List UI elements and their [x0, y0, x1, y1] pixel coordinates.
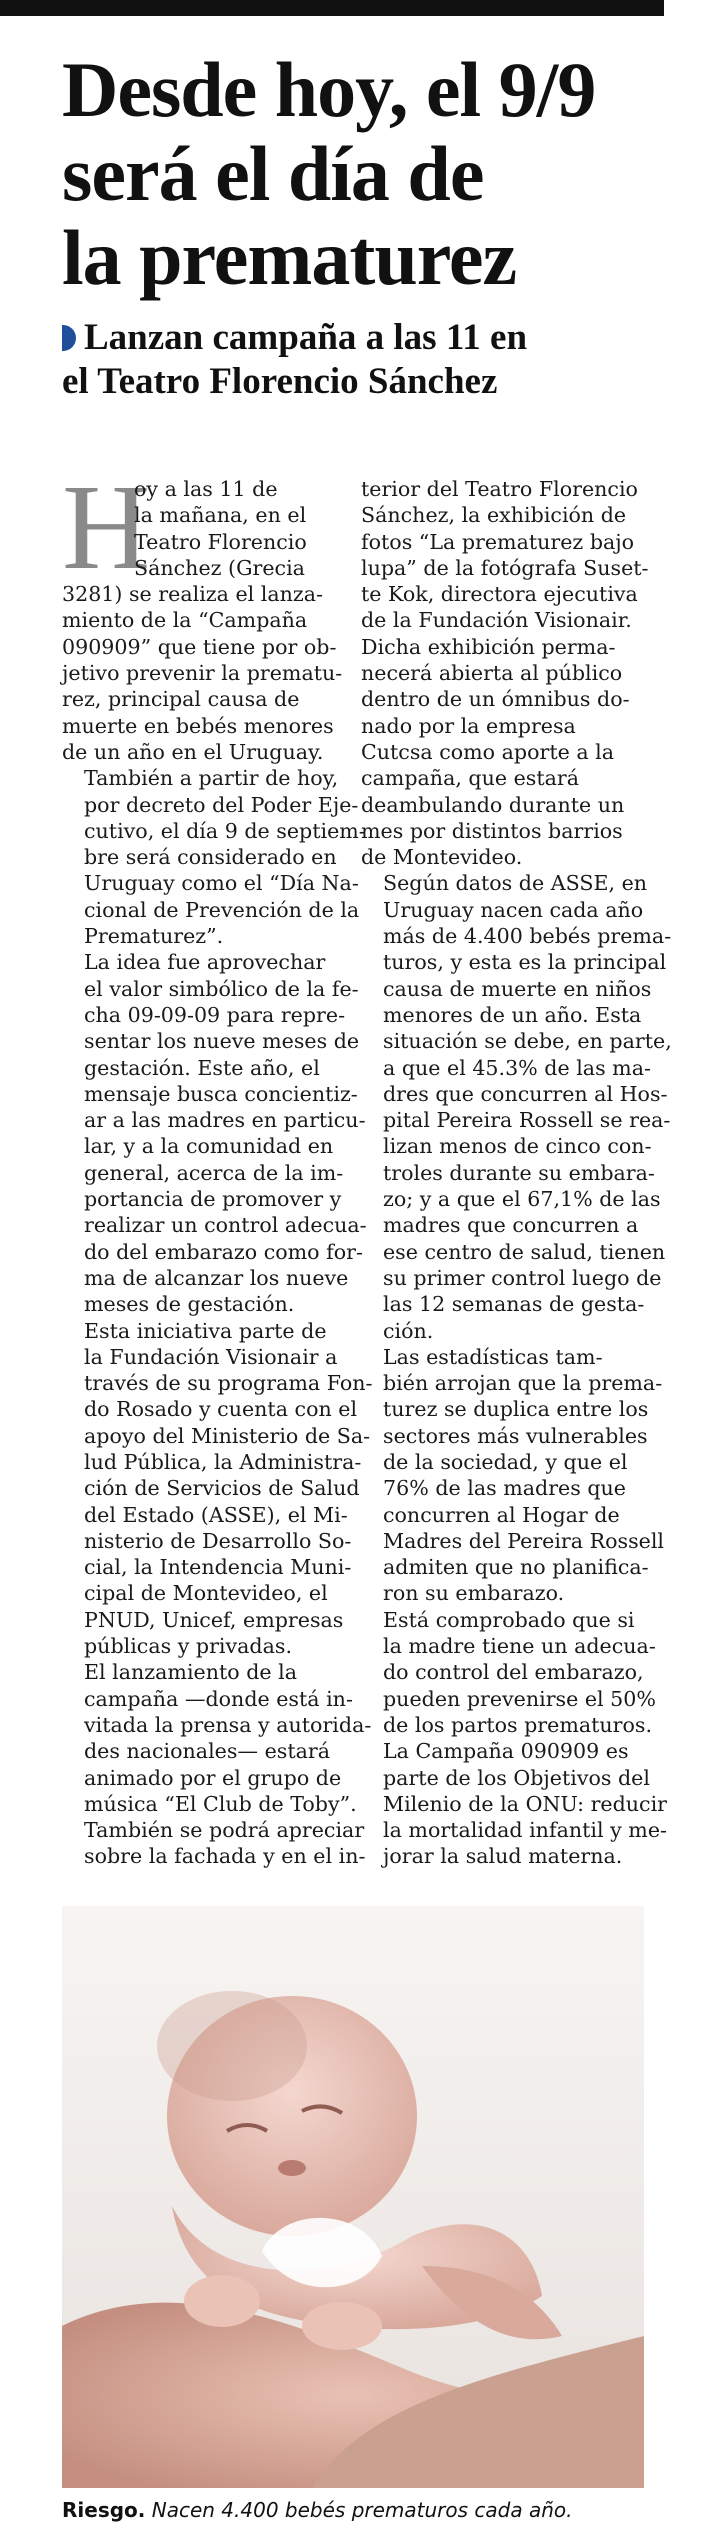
text-line: la mortalidad infantil y me- — [383, 1818, 667, 1843]
text-line: También a partir de hoy, — [84, 766, 339, 791]
text-line: gestación. Este año, el — [84, 1055, 320, 1080]
text-line: deambulando durante un — [361, 792, 625, 817]
caption-text: Nacen 4.400 bebés prematuros cada año. — [151, 2498, 573, 2522]
subheadline — [62, 316, 662, 404]
text-line: ese centro de salud, tienen — [383, 1239, 666, 1264]
text-line: dentro de un ómnibus do- — [361, 687, 630, 712]
text-line: zo; y a que el 67,1% de las — [383, 1187, 661, 1212]
text-line: apoyo del Ministerio de Sa- — [84, 1423, 371, 1448]
headline-line: la prematurez — [62, 214, 517, 301]
text-line: cional de Prevención de la — [84, 897, 360, 922]
text-line: música “El Club de Toby”. — [84, 1791, 357, 1816]
text-line: Uruguay como el “Día Na- — [84, 871, 359, 896]
text-line: ción de Servicios de Salud — [84, 1476, 360, 1501]
text-line: su primer control luego de — [383, 1265, 662, 1290]
article-paragraph — [62, 460, 367, 765]
text-line: te Kok, directora ejecutiva — [361, 582, 638, 607]
text-line: Teatro Florencio — [134, 529, 307, 554]
text-line: por decreto del Poder Eje- — [84, 792, 359, 817]
text-line: nisterio de Desarrollo So- — [84, 1528, 352, 1553]
text-line: más de 4.400 bebés prema- — [383, 924, 672, 949]
text-line: mes por distintos barrios — [361, 818, 623, 843]
headline-line: Desde hoy, el 9/9 — [62, 46, 596, 133]
text-line: troles durante su embara- — [383, 1160, 655, 1185]
text-line: Prematurez”. — [84, 924, 224, 949]
text-line: El lanzamiento de la — [84, 1660, 297, 1685]
text-line: ron su embarazo. — [383, 1581, 565, 1606]
photo-caption — [62, 2496, 662, 2524]
article-paragraph — [62, 1659, 372, 1869]
text-line: fotos “La prematurez bajo — [361, 529, 635, 554]
text-line: nado por la empresa — [361, 713, 576, 738]
text-line: La Campaña 090909 es — [383, 1739, 629, 1764]
text-line: 3281) se realiza el lanza- — [62, 582, 323, 607]
text-line: animado por el grupo de — [84, 1765, 342, 1790]
text-line: menores de un año. Esta — [383, 1002, 642, 1027]
blue-marker-icon — [62, 325, 76, 351]
text-line: Madres del Pereira Rossell — [383, 1528, 665, 1553]
article-paragraph — [62, 765, 367, 949]
text-line: Uruguay nacen cada año — [383, 897, 644, 922]
text-line: miento de la “Campaña — [62, 608, 308, 633]
text-line: realizar un control adecua- — [84, 1213, 367, 1238]
text-line: cipal de Montevideo, el — [84, 1581, 328, 1606]
text-line: sectores más vulnerables — [383, 1423, 648, 1448]
drop-cap: H — [62, 460, 151, 595]
text-line: ar a las madres en particu- — [84, 1108, 366, 1133]
text-line: meses de gestación. — [84, 1292, 295, 1317]
headline-line: será el día de — [62, 130, 484, 217]
text-line: Dicha exhibición perma- — [361, 634, 616, 659]
text-line: la mañana, en el — [134, 503, 307, 528]
text-line: Las estadísticas tam- — [383, 1344, 603, 1369]
subhead-text: Lanzan campaña a las 11 en — [84, 317, 528, 358]
article-paragraph — [361, 1607, 656, 1738]
text-line: dres que concurren al Hos- — [383, 1081, 668, 1106]
text-line: Está comprobado que si — [383, 1607, 635, 1632]
text-line: de la Fundación Visionair. — [361, 608, 632, 633]
article-paragraph — [361, 870, 672, 1343]
text-line: jetivo prevenir la prematu- — [62, 661, 343, 686]
article-column-left — [62, 460, 373, 1870]
text-line: do del embarazo como for- — [84, 1239, 363, 1264]
text-line: muerte en bebés menores — [62, 713, 334, 738]
text-line: madres que concurren a — [383, 1213, 639, 1238]
text-line: lizan menos de cinco con- — [383, 1134, 652, 1159]
article-paragraph — [62, 1318, 373, 1660]
text-line: través de su programa Fon- — [84, 1371, 373, 1396]
text-line: mensaje busca concientiz- — [84, 1081, 358, 1106]
text-line: la madre tiene un adecua- — [383, 1634, 656, 1659]
text-line: a que el 45.3% de las ma- — [383, 1055, 651, 1080]
text-line: la Fundación Visionair a — [84, 1344, 338, 1369]
article-paragraph — [361, 476, 647, 870]
text-line: do Rosado y cuenta con el — [84, 1397, 358, 1422]
text-line: portancia de promover y — [84, 1187, 342, 1212]
text-line: de los partos prematuros. — [383, 1712, 653, 1737]
text-line: de un año en el Uruguay. — [62, 739, 324, 764]
text-line: sentar los nueve meses de — [84, 1029, 360, 1054]
text-line: Según datos de ASSE, en — [383, 871, 648, 896]
text-line: campaña —donde está in- — [84, 1686, 353, 1711]
text-line: turos, y esta es la principal — [383, 950, 667, 975]
text-line: lupa” de la fotógrafa Suset- — [361, 555, 649, 580]
text-line: Cutcsa como aporte a la — [361, 739, 615, 764]
caption-label: Riesgo. — [62, 2498, 146, 2522]
text-line: lar, y a la comunidad en — [84, 1134, 334, 1159]
text-line: concurren al Hogar de — [383, 1502, 620, 1527]
premature-baby-photo — [62, 1906, 644, 2488]
text-line: de la sociedad, y que el — [383, 1449, 628, 1474]
text-line: pueden prevenirse el 50% — [383, 1686, 656, 1711]
text-line: rez, principal causa de — [62, 687, 300, 712]
text-line: causa de muerte en niños — [383, 976, 652, 1001]
text-line: pital Pereira Rossell se rea- — [383, 1108, 671, 1133]
text-line: de Montevideo. — [361, 845, 523, 870]
text-line: necerá abierta al público — [361, 661, 623, 686]
top-rule — [0, 0, 664, 16]
text-line: Milenio de la ONU: reducir — [383, 1791, 668, 1816]
text-line: públicas y privadas. — [84, 1634, 293, 1659]
text-line: parte de los Objetivos del — [383, 1765, 650, 1790]
text-line: Esta iniciativa parte de — [84, 1318, 327, 1343]
text-line: general, acerca de la im- — [84, 1160, 344, 1185]
text-line: ción. — [383, 1318, 434, 1343]
text-line: jorar la salud materna. — [383, 1844, 623, 1869]
text-line: des nacionales— estará — [84, 1739, 330, 1764]
text-line: cutivo, el día 9 de septiem- — [84, 818, 366, 843]
text-line: el valor simbólico de la fe- — [84, 976, 359, 1001]
article-paragraph — [62, 949, 367, 1317]
text-line: bién arrojan que la prema- — [383, 1371, 663, 1396]
text-line: situación se debe, en parte, — [383, 1029, 672, 1054]
text-line: cial, la Intendencia Muni- — [84, 1555, 352, 1580]
text-line: Sánchez (Grecia — [134, 555, 305, 580]
text-line: Sánchez, la exhibición de — [361, 503, 627, 528]
text-line: cha 09-09-09 para repre- — [84, 1002, 346, 1027]
text-line: 090909” que tiene por ob- — [62, 634, 337, 659]
text-line: campaña, que estará — [361, 766, 580, 791]
text-line: del Estado (ASSE), el Mi- — [84, 1502, 348, 1527]
text-line: vitada la prensa y autorida- — [84, 1712, 372, 1737]
text-line: ma de alcanzar los nueve — [84, 1265, 349, 1290]
subhead-line-1 — [62, 316, 662, 360]
text-line: 76% de las madres que — [383, 1476, 626, 1501]
subhead-line-2: el Teatro Florencio Sánchez — [62, 361, 498, 402]
text-line: terior del Teatro Florencio — [361, 477, 638, 501]
text-line: oy a las 11 de — [134, 477, 278, 501]
text-line: admiten que no planifica- — [383, 1555, 649, 1580]
text-line: las 12 semanas de gesta- — [383, 1292, 645, 1317]
article-paragraph — [361, 1738, 668, 1869]
text-line: sobre la fachada y en el in- — [84, 1844, 366, 1869]
baby-in-hands-illustration — [62, 1906, 644, 2488]
text-line: La idea fue aprovechar — [84, 950, 326, 975]
text-line: turez se duplica entre los — [383, 1397, 649, 1422]
text-line: PNUD, Unicef, empresas — [84, 1607, 344, 1632]
text-line: lud Pública, la Administra- — [84, 1449, 362, 1474]
article-column-right — [361, 476, 672, 1870]
text-line: do control del embarazo, — [383, 1660, 644, 1685]
article-paragraph — [361, 1344, 665, 1607]
text-line: bre será considerado en — [84, 845, 337, 870]
headline — [62, 48, 662, 300]
text-line: También se podrá apreciar — [84, 1818, 365, 1843]
